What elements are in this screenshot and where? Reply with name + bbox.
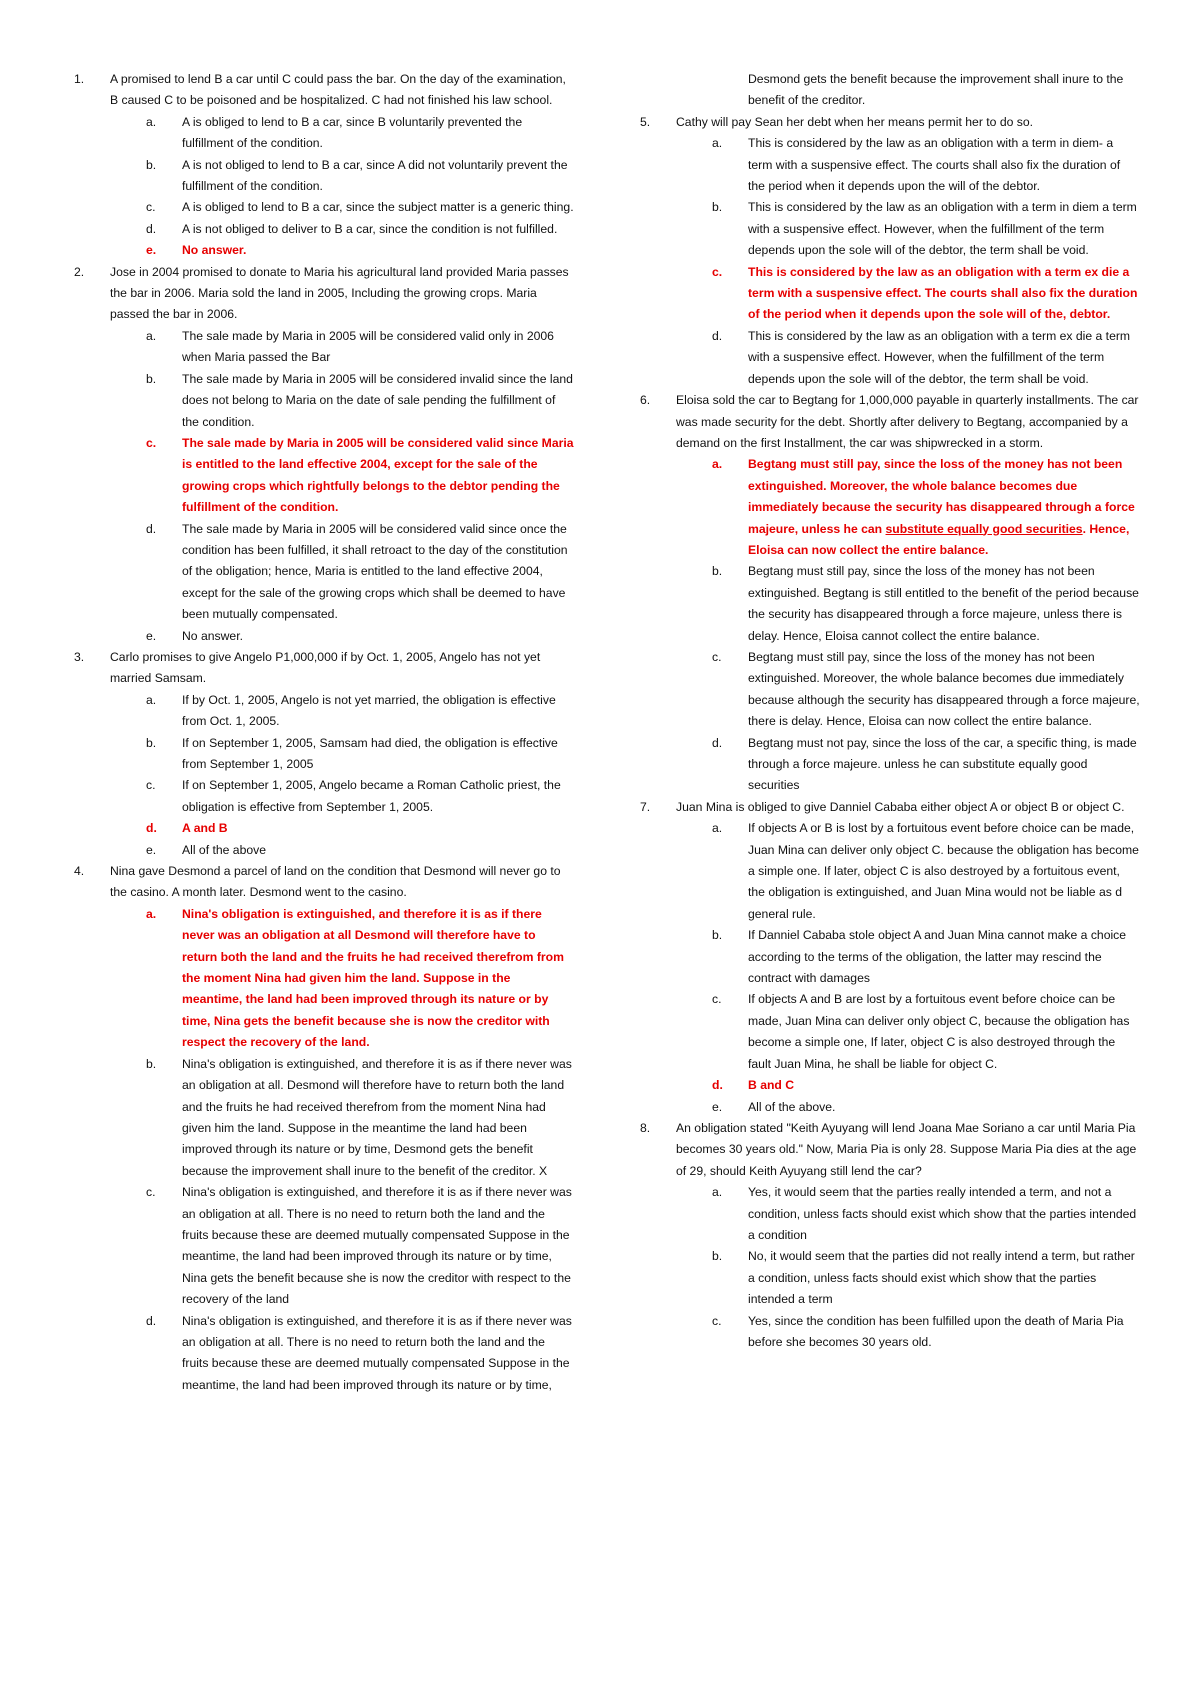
option-text: B and C <box>748 1078 795 1093</box>
option-a <box>74 326 574 369</box>
option-letter: e. <box>712 1099 723 1114</box>
option-letter: b. <box>146 371 157 386</box>
question-text: A promised to lend B a car until C could pass the bar. On the day of the examination, B caused C to be poisoned and be hospitalized. C had not finished his law school. <box>110 72 566 108</box>
right-column <box>640 69 1140 1396</box>
option-c <box>640 989 1140 1075</box>
question-number: 3. <box>74 649 85 664</box>
option-letter: a. <box>146 114 157 129</box>
question-text: Juan Mina is obliged to give Danniel Cababa either object A or object B or object C. <box>676 799 1125 814</box>
option-text <box>748 454 1140 561</box>
option-d <box>640 1075 1140 1096</box>
question-text: Jose in 2004 promised to donate to Maria his agricultural land provided Maria passes the bar in 2006. Maria sold the land in 2005, Including the growing crops. Maria passed the bar in 2006. <box>110 264 569 322</box>
question-text: Cathy will pay Sean her debt when her means permit her to do so. <box>676 114 1034 129</box>
option-letter: a. <box>146 328 157 343</box>
option-letter: d. <box>146 821 157 836</box>
left-column <box>74 69 574 1396</box>
option-list <box>640 818 1140 1118</box>
option-b <box>640 561 1140 647</box>
option-c <box>74 433 574 519</box>
option-letter: b. <box>712 200 723 215</box>
option-b <box>640 925 1140 989</box>
option-list <box>640 454 1140 797</box>
option-letter: e. <box>146 842 157 857</box>
option-a <box>640 818 1140 925</box>
option-letter: d. <box>146 1313 157 1328</box>
option-d <box>640 733 1140 797</box>
option-list <box>74 326 574 647</box>
question-7 <box>640 797 1140 818</box>
option-text: No, it would seem that the parties did not really intend a term, but rather a condition, unless facts should exist which show that the parties intended a term <box>748 1249 1135 1307</box>
option-a <box>640 454 1140 561</box>
option-text: The sale made by Maria in 2005 will be considered invalid since the land does not belong to Maria on the date of sale pending the fulfillment of the condition. <box>182 371 573 429</box>
question-number: 6. <box>640 393 651 408</box>
option-letter: b. <box>712 564 723 579</box>
option-c <box>640 1311 1140 1354</box>
option-text: A is obliged to lend to B a car, since the subject matter is a generic thing. <box>182 200 574 215</box>
option-letter: d. <box>146 521 157 536</box>
option-text: The sale made by Maria in 2005 will be considered valid only in 2006 when Maria passed the Bar <box>182 328 554 365</box>
option-text: Nina's obligation is extinguished, and therefore it is as if there never was an obligation at all. Desmond will therefore have to return both the land and the fruits he had received therefrom from the moment Nina had given him the land. Suppose in the meantime the land had been improved through its nature or by time, Desmond gets the benefit because the improvement shall inure to the benefit of the creditor. X <box>182 1056 572 1178</box>
option-text-part: Begtang must still pay, since the loss of the money has not been extinguished. Moreover, the whole balance becomes due immediately because the security has disappeared through a force majeure, unless he can <box>748 457 1135 536</box>
option-text: Nina's obligation is extinguished, and therefore it is as if there never was an obligation at all Desmond will therefore have to return both the land and the fruits he had received therefrom from the moment Nina had given him the land. Suppose in the meantime, the land had been improved through its nature or by time, Nina gets the benefit because she is now the creditor with respect the recovery of the land. <box>182 906 564 1050</box>
option-e <box>74 840 574 861</box>
question-5 <box>640 112 1140 133</box>
option-text: Nina's obligation is extinguished, and therefore it is as if there never was an obligation at all. There is no need to return both the land and the fruits because these are deemed mutually compensated Suppose in the meantime, the land had been improved through its nature or by time, Nina gets the benefit because she is now the creditor with respect to the recovery of the land <box>182 1185 572 1307</box>
option-text: If on September 1, 2005, Samsam had died, the obligation is effective from September 1, 2005 <box>182 735 558 771</box>
option-text: If by Oct. 1, 2005, Angelo is not yet married, the obligation is effective from Oct. 1, 2005. <box>182 692 556 729</box>
option-d <box>74 818 574 839</box>
option-text: Yes, since the condition has been fulfilled upon the death of Maria Pia before she becomes 30 years old. <box>748 1313 1124 1349</box>
option-letter: c. <box>146 778 156 793</box>
option-letter: c. <box>712 649 722 664</box>
option-text: If objects A and B are lost by a fortuitous event before choice can be made, Juan Mina can deliver only object C, because the obligation has become a simple one, If later, object C is also destroyed through the fault Juan Mina, he shall be liable for object C. <box>748 992 1130 1071</box>
option-letter: a. <box>146 692 157 707</box>
question-2 <box>74 262 574 326</box>
option-a <box>640 1182 1140 1246</box>
option-d <box>74 519 574 626</box>
option-letter: d. <box>712 1078 723 1093</box>
option-a <box>74 690 574 733</box>
question-number: 8. <box>640 1120 651 1135</box>
option-d <box>74 219 574 240</box>
option-letter: c. <box>712 1313 722 1328</box>
option-text: If objects A or B is lost by a fortuitous event before choice can be made, Juan Mina can deliver only object C. because the obligation has become a simple one. If later, object C is also destroyed by a fortuitous event, the obligation is extinguished, and Juan Mina would not be liable as d general rule. <box>748 821 1139 921</box>
option-letter: c. <box>712 992 722 1007</box>
option-text: Begtang must not pay, since the loss of the car, a specific thing, is made through a force majeure. unless he can substitute equally good securities <box>748 735 1137 793</box>
option-text-part: . Hence, Eloisa can now collect the entire balance. <box>748 521 1130 557</box>
option-text: This is considered by the law as an obligation with a term ex die a term with a suspensive effect. However, when the fulfillment of the term depends upon the sole will of the debtor, the term shall be void. <box>748 328 1131 386</box>
question-6 <box>640 390 1140 454</box>
option-text: A is not obliged to lend to B a car, since A did not voluntarily prevent the fulfillment of the condition. <box>182 157 568 194</box>
option-letter: d. <box>712 735 723 750</box>
option-letter: c. <box>146 435 157 450</box>
option-letter: a. <box>712 136 723 151</box>
question-number: 2. <box>74 264 85 279</box>
option-text: A is not obliged to deliver to B a car, since the condition is not fulfilled. <box>182 221 558 236</box>
option-c <box>640 262 1140 326</box>
option-letter: a. <box>712 457 723 472</box>
question-3 <box>74 647 574 690</box>
option-letter: b. <box>712 1249 723 1264</box>
option-text: If Danniel Cababa stole object A and Juan Mina cannot make a choice according to the terms of the obligation, the latter may rescind the contract with damages <box>748 928 1127 986</box>
option-b <box>74 369 574 433</box>
option-text: This is considered by the law as an obligation with a term in diem- a term with a suspensive effect. The courts shall also fix the duration of the period when it depends upon the will of the debtor. <box>748 136 1121 194</box>
option-letter: c. <box>146 1185 156 1200</box>
question-text: An obligation stated "Keith Ayuyang will lend Joana Mae Soriano a car until Maria Pia becomes 30 years old." Now, Maria Pia is only 28. Suppose Maria Pia dies at the age of 29, should Keith Ayuyang still lend the car? <box>676 1120 1137 1178</box>
option-letter: d. <box>146 221 157 236</box>
question-8 <box>640 1118 1140 1182</box>
option-list <box>640 133 1140 390</box>
question-4 <box>74 861 574 904</box>
option-text: Nina's obligation is extinguished, and therefore it is as if there never was an obligation at all. There is no need to return both the land and the fruits because these are deemed mutually compensated Suppose in the meantime, the land had been improved through its nature or by time, <box>182 1313 572 1392</box>
option-d <box>640 326 1140 390</box>
option-letter: a. <box>146 906 157 921</box>
option-list <box>74 690 574 861</box>
option-c <box>640 647 1140 733</box>
option-a <box>640 133 1140 197</box>
option-c <box>74 197 574 218</box>
option-letter: b. <box>146 157 157 172</box>
question-number: 4. <box>74 864 85 879</box>
option-text: Begtang must still pay, since the loss of the money has not been extinguished. Begtang is still entitled to the benefit of the period because the security has disappeared through a force majeure, unless there is delay. Hence, Eloisa cannot collect the entire balance. <box>748 564 1139 643</box>
question-1 <box>74 69 574 112</box>
option-text: The sale made by Maria in 2005 will be considered valid since once the condition has been fulfilled, it shall retroact to the day of the constitution of the obligation; hence, Maria is entitled to the land effective 2004, except for the sale of the growing crops which shall be deemed to have been mutually compensated. <box>182 521 568 622</box>
option-b <box>74 155 574 198</box>
option-letter: b. <box>712 928 723 943</box>
option-b <box>74 733 574 776</box>
option-letter: a. <box>712 1185 723 1200</box>
question-text: Eloisa sold the car to Begtang for 1,000,000 payable in quarterly installments. The car was made security for the debt. Shortly after delivery to Begtang, accompanied by a demand on the first Installment, the car was shipwrecked in a storm. <box>676 393 1139 450</box>
option-a <box>74 904 574 1054</box>
option-b <box>640 1246 1140 1310</box>
option-a <box>74 112 574 155</box>
option-text: The sale made by Maria in 2005 will be considered valid since Maria is entitled to the land effective 2004, except for the sale of the growing crops which rightfully belongs to the debtor pending the fulfillment of the condition. <box>182 435 574 515</box>
right-questions <box>640 112 1140 1354</box>
option-letter: c. <box>146 200 156 215</box>
option-text: No answer. <box>182 243 247 258</box>
option-text: All of the above. <box>748 1099 836 1114</box>
option-text-underlined: substitute equally good securities <box>885 521 1083 536</box>
option-text: This is considered by the law as an obligation with a term ex die a term with a suspensive effect. The courts shall also fix the duration of the period when it depends upon the sole will of the, debtor. <box>748 264 1138 322</box>
option-text: This is considered by the law as an obligation with a term in diem a term with a suspensive effect. However, when the fulfillment of the term depends upon the sole will of the debtor, the term shall be void. <box>748 200 1137 258</box>
continuation-text: Desmond gets the benefit because the improvement shall inure to the benefit of the creditor. <box>748 72 1124 108</box>
option-letter: c. <box>712 264 723 279</box>
option-letter: d. <box>712 328 723 343</box>
option-b <box>74 1054 574 1182</box>
option-list <box>74 904 574 1396</box>
option-c <box>74 1182 574 1310</box>
option-e <box>74 626 574 647</box>
option-e <box>640 1097 1140 1118</box>
question-number: 5. <box>640 114 651 129</box>
option-letter: b. <box>146 1056 157 1071</box>
option-text: All of the above <box>182 842 267 857</box>
question-text: Carlo promises to give Angelo P1,000,000 if by Oct. 1, 2005, Angelo has not yet married Samsam. <box>110 649 541 686</box>
question-number: 1. <box>74 72 85 86</box>
option-b <box>640 197 1140 261</box>
option-letter: e. <box>146 628 157 643</box>
option-e <box>74 240 574 261</box>
option-letter: e. <box>146 243 157 258</box>
option-letter: b. <box>146 735 157 750</box>
option-list <box>74 112 574 262</box>
option-text: Begtang must still pay, since the loss of the money has not been extinguished. Moreover, the whole balance becomes due immediately because although the security has disappeared through a force majeure, there is delay. Hence, Eloisa can now collect the entire balance. <box>748 649 1140 729</box>
question-text: Nina gave Desmond a parcel of land on the condition that Desmond will never go to the casino. A month later. Desmond went to the casino. <box>110 864 561 900</box>
option-text: A and B <box>182 821 228 836</box>
option-text: If on September 1, 2005, Angelo became a Roman Catholic priest, the obligation is effective from September 1, 2005. <box>182 778 561 814</box>
option-d <box>74 1311 574 1397</box>
question-number: 7. <box>640 799 651 814</box>
option-text: A is obliged to lend to B a car, since B voluntarily prevented the fulfillment of the condition. <box>182 114 523 151</box>
option-c <box>74 775 574 818</box>
option-list <box>640 1182 1140 1353</box>
option-text: No answer. <box>182 628 243 643</box>
option-text: Yes, it would seem that the parties really intended a term, and not a condition, unless facts should exist which show that the parties intended a condition <box>748 1185 1137 1242</box>
option-letter: a. <box>712 821 723 836</box>
